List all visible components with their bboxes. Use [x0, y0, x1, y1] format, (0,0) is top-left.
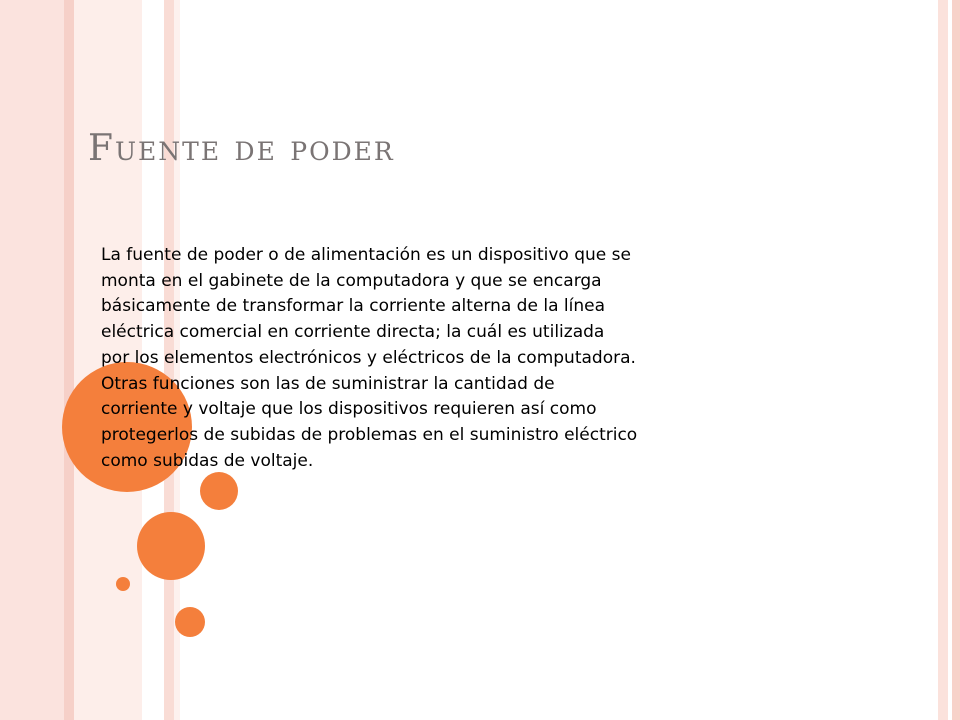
decorative-stripe	[938, 0, 948, 720]
decorative-circle-tiny	[116, 577, 130, 591]
decorative-circle-small	[175, 607, 205, 637]
decorative-stripe	[952, 0, 960, 720]
decorative-circle-small	[200, 472, 238, 510]
slide-body-text: La fuente de poder o de alimentación es un dispositivo que se monta en el gabinete de la computadora y que se encarga básicamente de transformar la corriente alterna de la línea eléctrica comercial en corriente directa; la cuál es utilizada por los elementos electrónicos y eléctricos de la computadora. Otras funciones son las de suministrar la cantidad de corriente y voltaje que los dispositivos requieren así como protegerlos de subidas de problemas en el suministro eléctrico como subidas de voltaje.	[101, 245, 638, 471]
decorative-stripe	[64, 0, 74, 720]
decorative-stripe	[0, 0, 64, 720]
slide-title: Fuente de poder	[88, 128, 395, 169]
decorative-circle-medium	[137, 512, 205, 580]
